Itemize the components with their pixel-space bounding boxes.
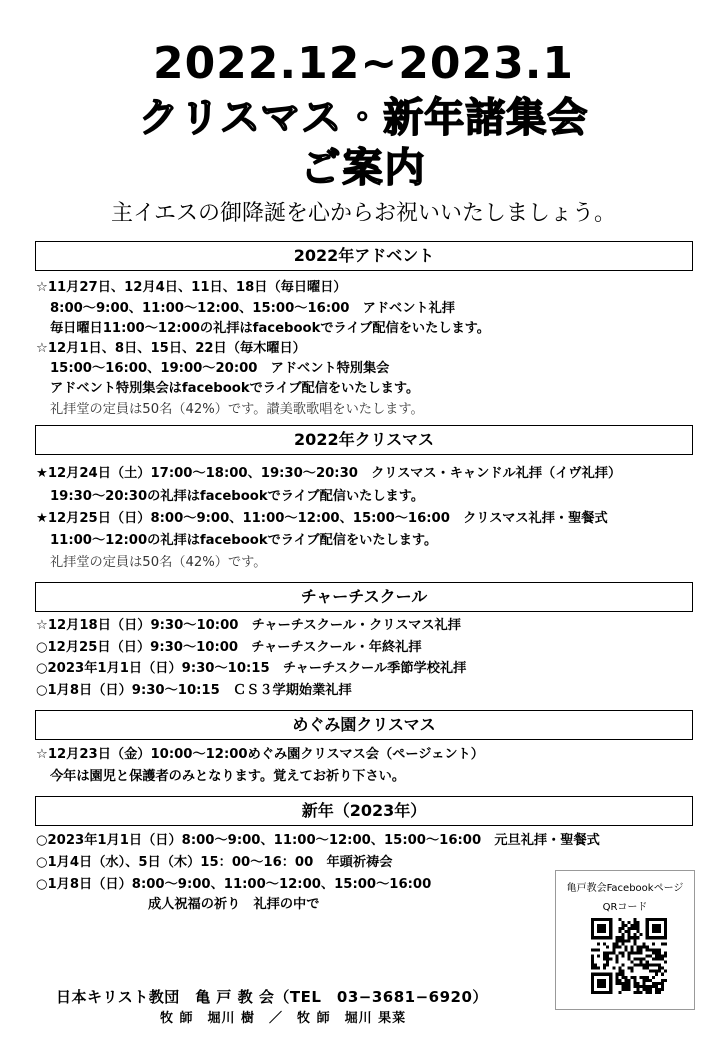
section-header-new-year: 新年（2023年） bbox=[35, 796, 693, 826]
qr-sublabel: QRコード bbox=[602, 902, 648, 913]
schedule-line: ★12月25日（日）8:00～9:00、11:00～12:00、15:00～16:00 クリスマス礼拝・聖餐式 bbox=[36, 511, 608, 526]
schedule-line: ○2023年1月1日（日）9:30～10:15 チャーチスクール季節学校礼拝 bbox=[36, 661, 467, 676]
schedule-line: 8:00～9:00、11:00～12:00、15:00～16:00 アドベント礼拝 bbox=[50, 301, 455, 316]
schedule-line: 15:00～16:00、19:00～20:00 アドベント特別集会 bbox=[50, 361, 390, 376]
schedule-line: ★12月24日（土）17:00～18:00、19:30～20:30 クリスマス・キャンドル礼拝（イヴ礼拝） bbox=[36, 466, 622, 481]
qr-label: 亀戸教会Facebookページ bbox=[566, 883, 684, 894]
schedule-line: ○1月8日（日）8:00～9:00、11:00～12:00、15:00～16:00 bbox=[36, 877, 432, 892]
schedule-line: 11:00～12:00の礼拝はfacebookでライブ配信をいたします。 bbox=[50, 533, 438, 548]
greeting-text: 主イエスの御降誕を心からお祝いいたしましょう。 bbox=[110, 201, 617, 226]
schedule-line: 19:30～20:30の礼拝はfacebookでライブ配信いたします。 bbox=[50, 489, 425, 504]
capacity-note: 礼拝堂の定員は50名（42%）です。 bbox=[50, 555, 267, 570]
schedule-line: ☆11月27日、12月4日、11日、18日（毎日曜日） bbox=[36, 280, 347, 295]
church-contact: 日本キリスト教団 亀 戸 教 会（TEL 03−3681−6920） bbox=[56, 988, 488, 1006]
schedule-line: ☆12月1日、8日、15日、22日（毎木曜日） bbox=[36, 341, 306, 356]
section-header-megumien: めぐみ園クリスマス bbox=[35, 710, 693, 740]
schedule-line: ☆12月23日（金）10:00～12:00めぐみ園クリスマス会（ページェント） bbox=[36, 747, 484, 762]
schedule-line: ○1月8日（日）9:30～10:15 ＣＳ３学期始業礼拝 bbox=[36, 683, 352, 698]
schedule-line: アドベント特別集会はfacebookでライブ配信をいたします。 bbox=[50, 381, 420, 396]
capacity-note: 礼拝堂の定員は50名（42%）です。讃美歌歌唱をいたします。 bbox=[50, 402, 424, 417]
title-year-range: 2022.12~2023.1 bbox=[152, 38, 575, 89]
schedule-line: ☆12月18日（日）9:30～10:00 チャーチスクール・クリスマス礼拝 bbox=[36, 618, 461, 633]
schedule-line: ○2023年1月1日（日）8:00～9:00、11:00～12:00、15:00～16:00 元旦礼拝・聖餐式 bbox=[36, 833, 600, 848]
title-main: クリスマス・新年諸集会 bbox=[138, 95, 589, 141]
pastor-names: 牧 師 堀川 樹 ／ 牧 師 堀川 果菜 bbox=[160, 1011, 407, 1026]
qr-code-image[interactable] bbox=[591, 918, 667, 994]
section-header-christmas: 2022年クリスマス bbox=[35, 425, 693, 455]
schedule-line: ○1月4日（水）、5日（木）15：00～16：00 年頭祈祷会 bbox=[36, 855, 393, 870]
title-subtitle: ご案内 bbox=[300, 145, 427, 191]
schedule-line: 今年は園児と保護者のみとなります。覚えてお祈り下さい。 bbox=[50, 769, 406, 784]
schedule-line: ○12月25日（日）9:30～10:00 チャーチスクール・年終礼拝 bbox=[36, 640, 422, 655]
section-header-church-school: チャーチスクール bbox=[35, 582, 693, 612]
schedule-line: 毎日曜日11:00～12:00の礼拝はfacebookでライブ配信をいたします。 bbox=[50, 321, 490, 336]
section-header-advent: 2022年アドベント bbox=[35, 241, 693, 271]
schedule-line: 成人祝福の祈り 礼拝の中で bbox=[148, 897, 320, 912]
